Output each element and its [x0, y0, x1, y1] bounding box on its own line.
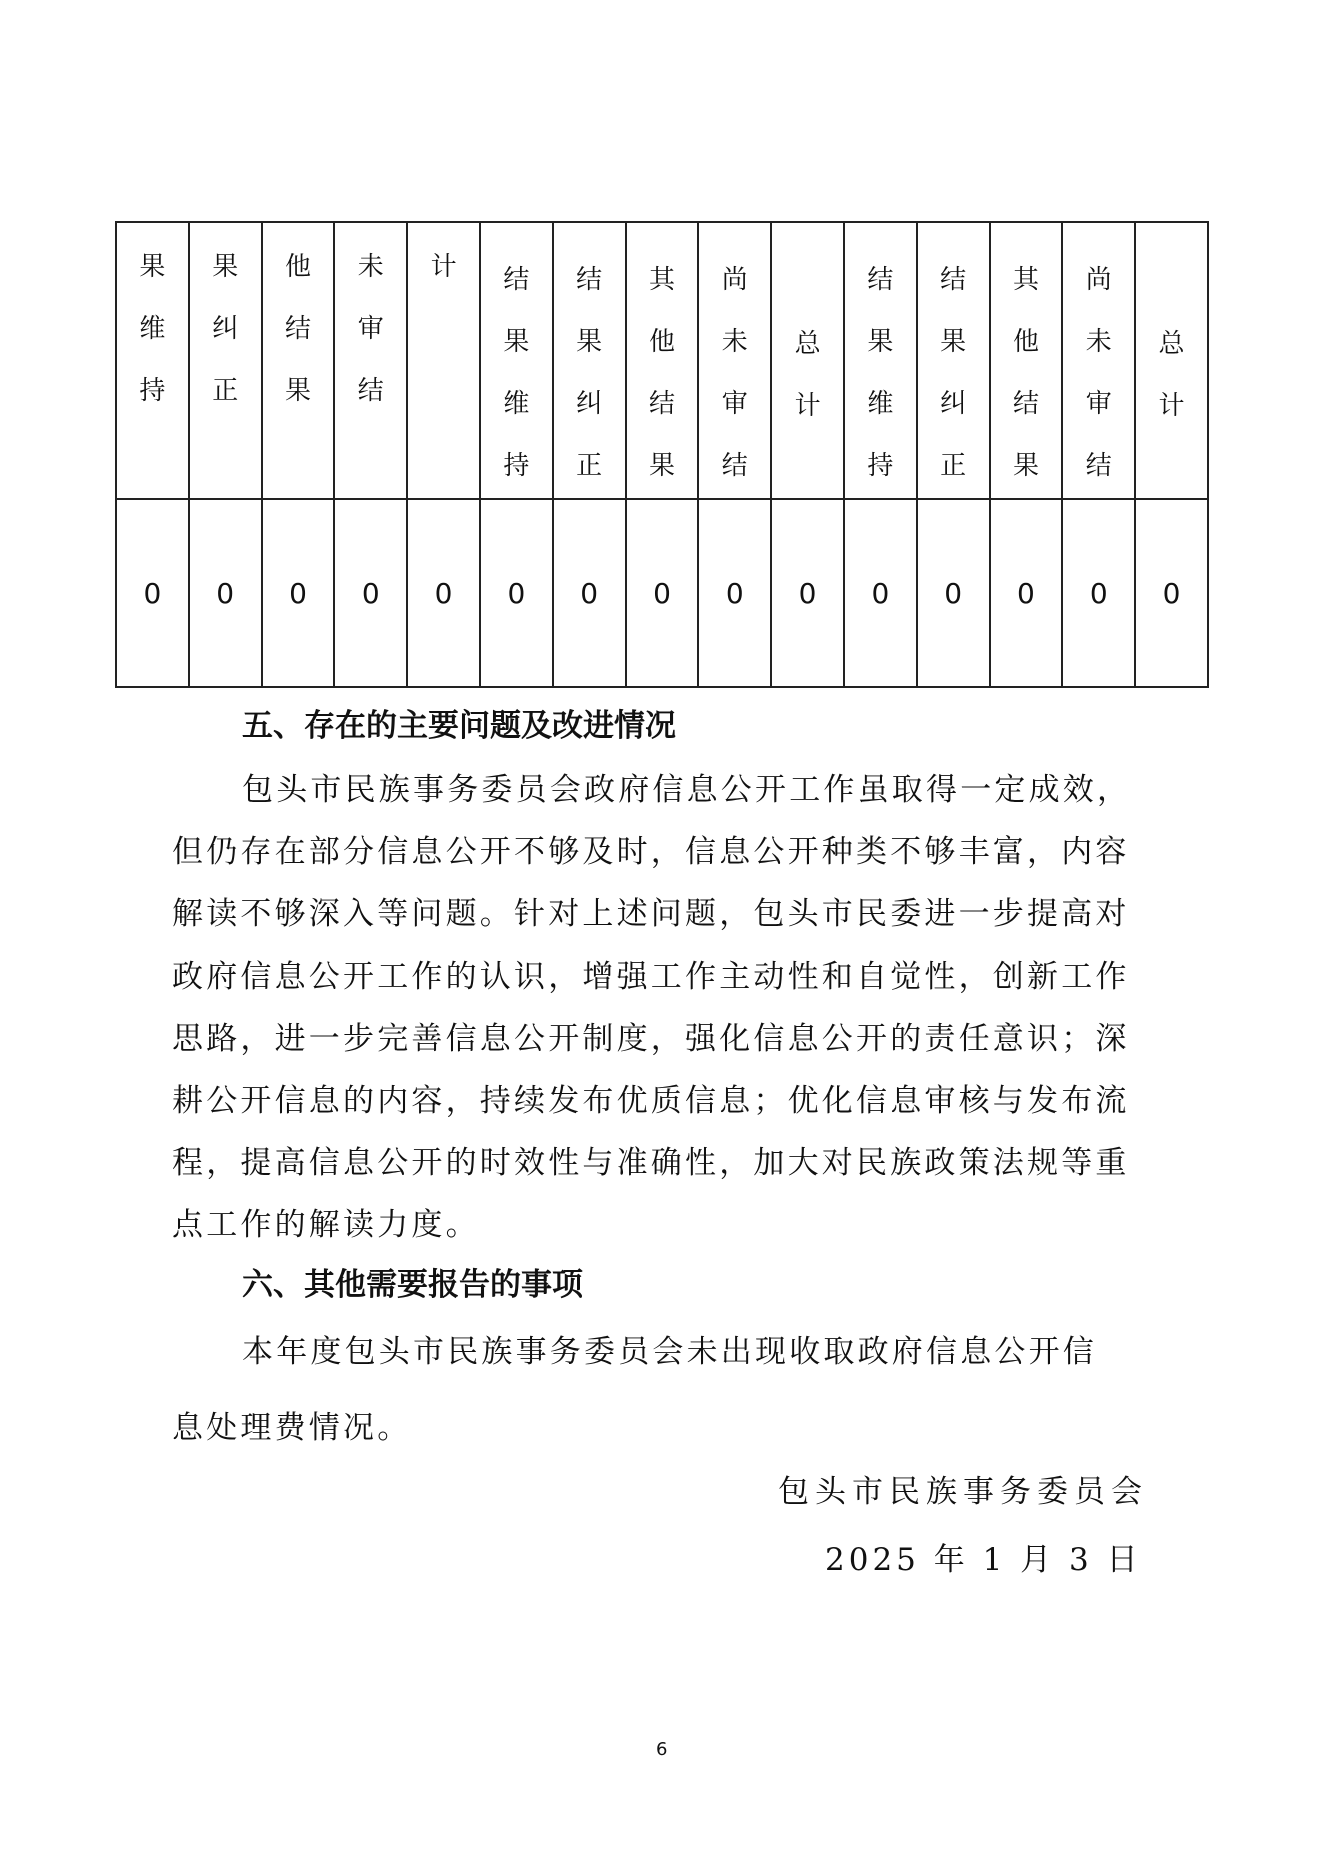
header-char: 结	[1085, 451, 1112, 481]
table-data-cell	[263, 500, 336, 686]
header-text	[117, 236, 188, 422]
table-header-row	[117, 223, 1207, 500]
table-header-cell	[335, 223, 408, 498]
cell-value: 0	[725, 576, 744, 610]
header-char: 结	[721, 451, 748, 481]
table-header-cell	[263, 223, 336, 498]
paragraph-line: 解读不够深入等问题。针对上述问题，包头市民委进一步提高对	[172, 896, 1130, 932]
header-char: 审	[1085, 389, 1112, 419]
cell-value: 0	[580, 576, 599, 610]
header-char: 结	[867, 265, 894, 295]
header-char: 果	[940, 327, 967, 357]
header-text	[263, 236, 334, 422]
paragraph-line: 本年度包头市民族事务委员会未出现收取政府信息公开信	[242, 1334, 1097, 1370]
table-data-cell	[918, 500, 991, 686]
header-char: 其	[648, 265, 675, 295]
table-header-cell	[699, 223, 772, 498]
cell-value: 0	[798, 576, 817, 610]
header-text	[991, 249, 1062, 497]
page-number: 6	[656, 1739, 668, 1760]
table-data-cell	[554, 500, 627, 686]
header-char: 结	[648, 389, 675, 419]
header-char: 计	[794, 391, 821, 421]
header-char: 维	[139, 314, 166, 344]
signature-date: 2025 年 1 月 3 日	[825, 1542, 1142, 1578]
cell-value: 0	[653, 576, 671, 610]
header-char: 持	[503, 451, 530, 481]
header-char: 结	[503, 265, 530, 295]
header-text	[190, 236, 261, 422]
header-char: 他	[284, 252, 311, 282]
signature-organization: 包头市民族事务委员会	[778, 1474, 1148, 1510]
header-char: 果	[867, 327, 894, 357]
header-char: 总	[794, 329, 821, 359]
table-data-cell	[991, 500, 1064, 686]
table-header-cell	[1063, 223, 1136, 498]
cell-value: 0	[216, 576, 235, 610]
paragraph-line: 思路，进一步完善信息公开制度，强化信息公开的责任意识；深	[172, 1021, 1130, 1057]
cell-value: 0	[289, 576, 307, 610]
table-header-cell	[991, 223, 1064, 498]
table-header-cell	[408, 223, 481, 498]
table-data-cell	[772, 500, 845, 686]
header-char: 果	[576, 327, 603, 357]
section-heading-other-matters: 六、其他需要报告的事项	[242, 1267, 583, 1303]
header-char: 正	[940, 451, 967, 481]
paragraph-line: 耕公开信息的内容，持续发布优质信息；优化信息审核与发布流	[172, 1083, 1130, 1119]
header-text	[627, 249, 698, 497]
header-text	[335, 236, 406, 422]
paragraph-line: 政府信息公开工作的认识，增强工作主动性和自觉性，创新工作	[172, 959, 1130, 995]
table-data-cell	[408, 500, 481, 686]
section-heading-problems: 五、存在的主要问题及改进情况	[242, 708, 676, 744]
table-header-cell	[1136, 223, 1207, 498]
table-header-cell	[845, 223, 918, 498]
header-char: 计	[430, 252, 457, 282]
statistics-table	[115, 221, 1209, 688]
table-header-cell	[554, 223, 627, 498]
header-text	[772, 313, 843, 437]
cell-value: 0	[1089, 576, 1108, 610]
header-char: 他	[1012, 327, 1039, 357]
table-data-cell	[481, 500, 554, 686]
table-data-cell	[627, 500, 700, 686]
header-char: 尚	[1085, 265, 1112, 295]
header-char: 计	[1158, 391, 1185, 421]
paragraph-line: 包头市民族事务委员会政府信息公开工作虽取得一定成效，	[242, 772, 1132, 808]
header-char: 果	[503, 327, 530, 357]
table-header-cell	[481, 223, 554, 498]
header-char: 尚	[721, 265, 748, 295]
header-char: 他	[648, 327, 675, 357]
table-data-cell	[190, 500, 263, 686]
header-text	[1063, 249, 1134, 497]
table-data-cell	[1136, 500, 1207, 686]
table-header-cell	[190, 223, 263, 498]
table-data-cell	[845, 500, 918, 686]
header-text	[845, 249, 916, 497]
header-char: 正	[212, 376, 239, 406]
header-char: 纠	[212, 314, 239, 344]
table-header-cell	[627, 223, 700, 498]
header-char: 结	[940, 265, 967, 295]
header-char: 纠	[940, 389, 967, 419]
header-char: 持	[139, 376, 166, 406]
header-char: 结	[357, 376, 384, 406]
cell-value: 0	[361, 576, 380, 610]
header-text	[918, 249, 989, 497]
table-data-row	[117, 500, 1207, 686]
header-char: 审	[721, 389, 748, 419]
header-char: 维	[503, 389, 530, 419]
header-char: 果	[284, 376, 311, 406]
cell-value: 0	[944, 576, 963, 610]
table-data-cell	[699, 500, 772, 686]
paragraph-line: 点工作的解读力度。	[172, 1207, 480, 1243]
cell-value: 0	[507, 576, 526, 610]
cell-value: 0	[434, 576, 453, 610]
header-char: 果	[1012, 451, 1039, 481]
header-text	[481, 249, 552, 497]
cell-value: 0	[871, 576, 890, 610]
table-data-cell	[1063, 500, 1136, 686]
header-char: 果	[648, 451, 675, 481]
paragraph-line: 程，提高信息公开的时效性与准确性，加大对民族政策法规等重	[172, 1145, 1130, 1181]
header-char: 总	[1158, 329, 1185, 359]
paragraph-line: 息处理费情况。	[172, 1410, 412, 1446]
header-char: 结	[1012, 389, 1039, 419]
table-header-cell	[772, 223, 845, 498]
table-header-cell	[918, 223, 991, 498]
header-char: 未	[357, 252, 384, 282]
header-char: 果	[212, 252, 239, 282]
header-char: 纠	[576, 389, 603, 419]
paragraph-line: 但仍存在部分信息公开不够及时，信息公开种类不够丰富，内容	[172, 834, 1130, 870]
header-char: 未	[1085, 327, 1112, 357]
header-char: 结	[284, 314, 311, 344]
header-text	[699, 249, 770, 497]
header-char: 结	[576, 265, 603, 295]
cell-value: 0	[1017, 576, 1035, 610]
table-data-cell	[335, 500, 408, 686]
table-header-cell	[117, 223, 190, 498]
header-char: 未	[721, 327, 748, 357]
header-char: 果	[139, 252, 166, 282]
header-text	[1136, 313, 1207, 437]
header-char: 正	[576, 451, 603, 481]
header-text	[554, 249, 625, 497]
header-char: 其	[1012, 265, 1039, 295]
header-char: 持	[867, 451, 894, 481]
header-char: 维	[867, 389, 894, 419]
cell-value: 0	[143, 576, 162, 610]
table-data-cell	[117, 500, 190, 686]
header-text	[408, 236, 479, 298]
cell-value: 0	[1162, 576, 1181, 610]
header-char: 审	[357, 314, 384, 344]
